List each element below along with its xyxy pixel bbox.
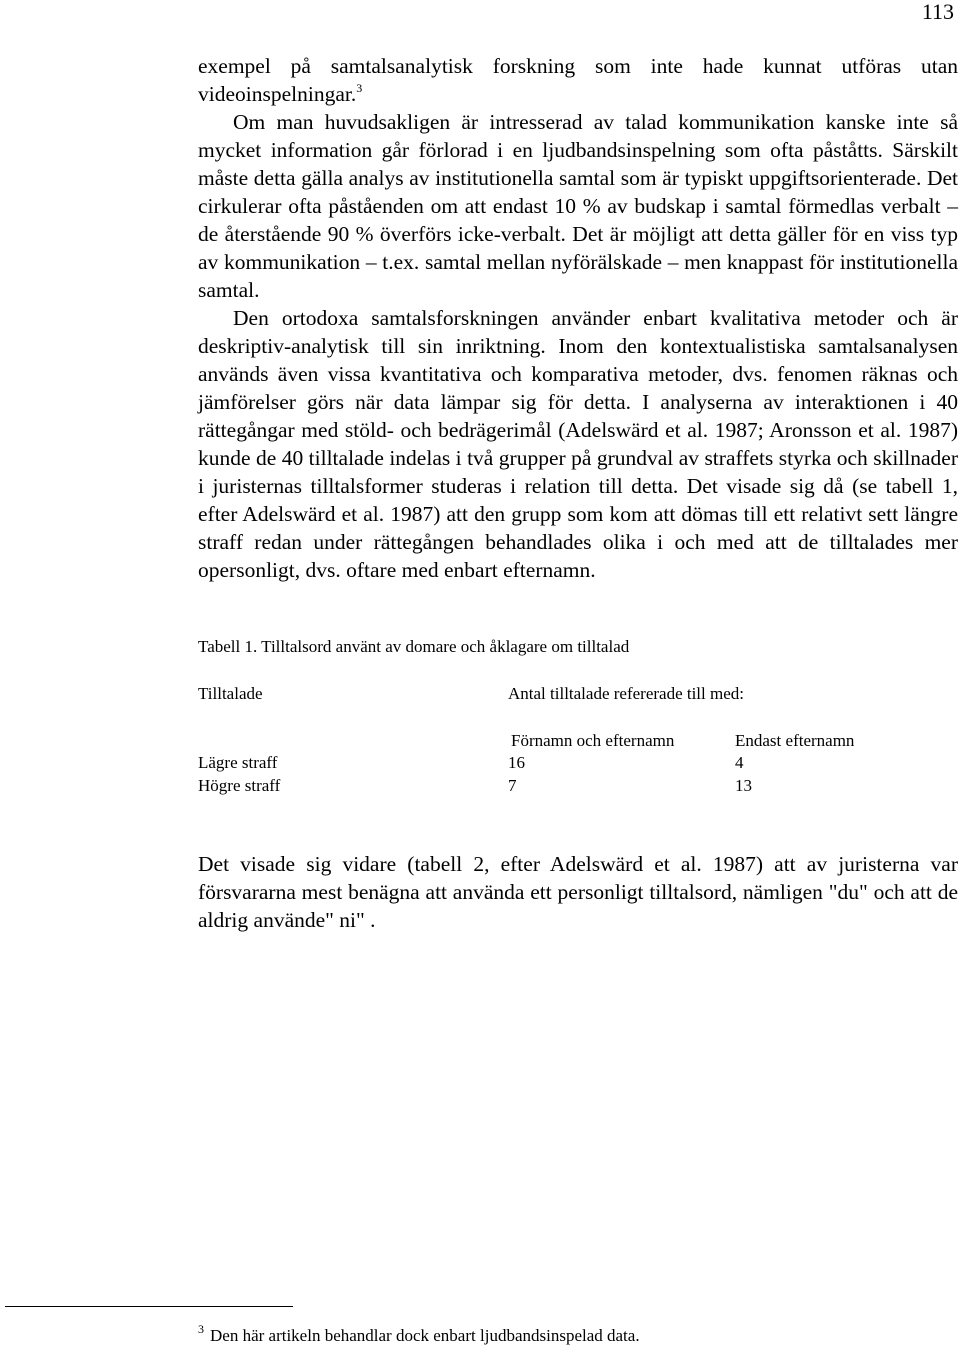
paragraph-3: Den ortodoxa samtalsforskningen använder enbart kvalitativa metoder och är deskriptiv-analytisk till sin inriktning. Inom den kontextualistiska samtalsanalysen används även vissa kvantitativa och komparativa metoder, dvs. fenomen räknas och jämförelser görs när data lämpar sig för detta. I analyserna av interaktionen i 40 rättegångar med stöld- och bedrägerimål (Adelswärd et al. 1987; Aronsson et al. 1987) kunde de 40 tilltalade indelas i två grupper på grundval av straffets styrka och skillnader i juristernas tilltalsformer studeras i relation till detta. Det visade sig då (se tabell 1, efter Adelswärd et al. 1987) att den grupp som kom att dömas till ett relativt sett längre straff redan under rättegången behandlades olika i och med att de tilltalades mer opersonligt, dvs. oftare med enbart efternamn.: [198, 306, 958, 582]
footnote-separator: [5, 1306, 293, 1307]
table-column-header: Förnamn och efternamn: [511, 731, 675, 750]
table-cell: 16: [508, 753, 525, 772]
table-column-header: Endast efternamn: [735, 731, 855, 750]
page-number: 113: [921, 0, 954, 24]
table-cell: 7: [508, 776, 517, 795]
table-cell: 13: [735, 776, 752, 795]
table-caption: Tabell 1. Tilltalsord använt av domare och åklagare om tilltalad: [198, 637, 630, 656]
footnote-number: 3: [198, 1322, 204, 1336]
footnote: [198, 1318, 640, 1347]
table-row-label: Högre straff: [198, 776, 281, 795]
paragraph-1: [198, 52, 958, 108]
table-row-label: Lägre straff: [198, 753, 278, 772]
body-text: [198, 52, 958, 584]
footnote-text: Den här artikeln behandlar dock enbart ljudbandsinspelad data.: [210, 1326, 640, 1345]
table-cell: 4: [735, 753, 744, 772]
paragraph-2: Om man huvudsakligen är intresserad av talad kommunikation kanske inte så mycket information går förlorad i en ljudbandsinspelning som ofta påståtts. Särskilt måste detta gälla analys av institutionella samtal som är typiskt uppgiftsorienterade. Det cirkulerar ofta påståenden om att endast 10 % av budskap i samtal förmedlas verbalt – de återstående 90 % överförs icke-verbalt. Det är möjligt att detta gäller för en viss typ av kommunikation – t.ex. samtal mellan nyförälskade – men knappast för institutionella samtal.: [198, 110, 958, 302]
closing-paragraph: Det visade sig vidare (tabell 2, efter Adelswärd et al. 1987) att av juristerna var försvararna mest benägna att använda ett personligt tilltalsord, nämligen "du" och att de aldrig använde" ni" .: [198, 852, 958, 932]
table-row-header-label: Tilltalade: [198, 684, 263, 703]
footnote-reference: 3: [356, 81, 363, 95]
table-group-header: Antal tilltalade refererade till med:: [508, 684, 744, 703]
paragraph-1-text: exempel på samtalsanalytisk forskning som inte hade kunnat utföras utan videoinspelningar.: [198, 54, 958, 106]
